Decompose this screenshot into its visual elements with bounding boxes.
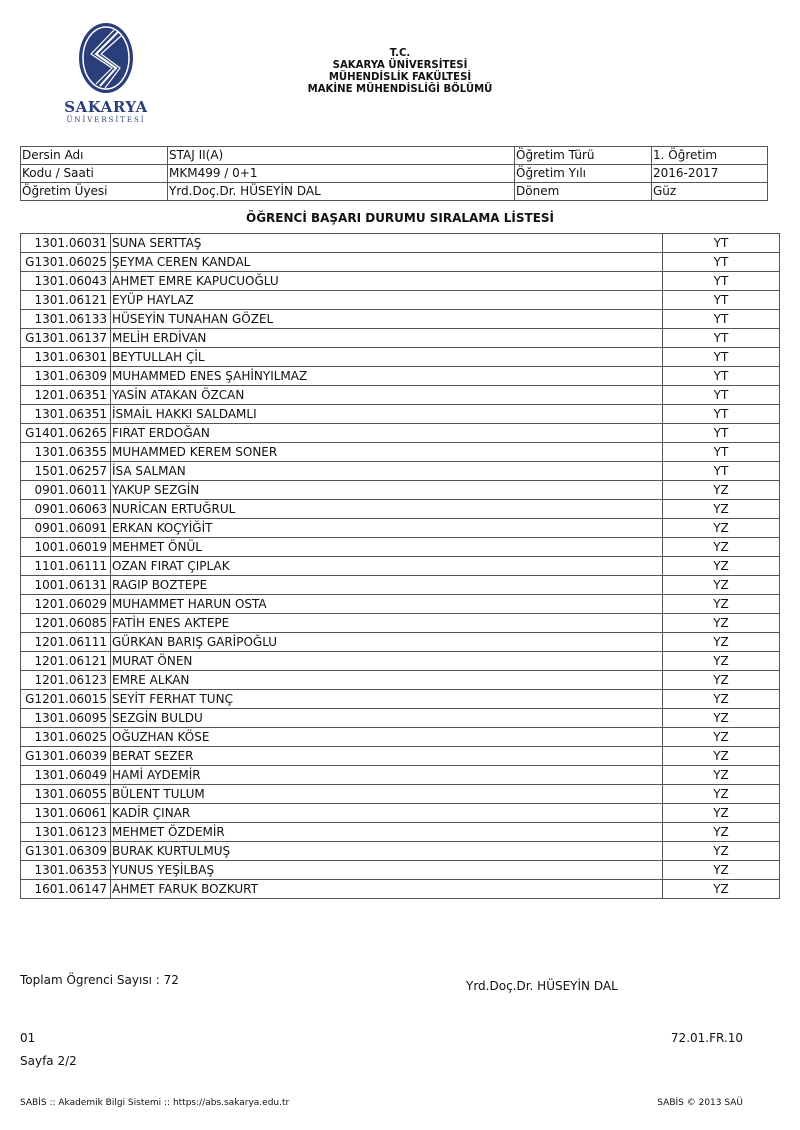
- table-row: [21, 614, 780, 633]
- student-number: G1301.06039: [21, 747, 111, 766]
- student-grade: YZ: [663, 823, 780, 842]
- table-row: [21, 709, 780, 728]
- student-grade: YZ: [663, 557, 780, 576]
- student-name: OZAN FIRAT ÇIPLAK: [111, 557, 663, 576]
- table-row: [21, 842, 780, 861]
- system-info: SABİS :: Akademik Bilgi Sistemi :: https://abs.sakarya.edu.tr: [20, 1098, 290, 1108]
- table-row: [21, 348, 780, 367]
- student-name: NURİCAN ERTUĞRUL: [111, 500, 663, 519]
- table-row: [21, 690, 780, 709]
- student-number: 1301.06025: [21, 728, 111, 747]
- student-grade: YT: [663, 367, 780, 386]
- table-row: [21, 785, 780, 804]
- student-number: 1301.06095: [21, 709, 111, 728]
- student-number: G1201.06015: [21, 690, 111, 709]
- student-grade: YZ: [663, 481, 780, 500]
- student-grade: YT: [663, 291, 780, 310]
- student-grade: YZ: [663, 804, 780, 823]
- info-value: Güz: [652, 183, 768, 201]
- student-number: 1301.06351: [21, 405, 111, 424]
- student-number: G1301.06309: [21, 842, 111, 861]
- table-row: [21, 538, 780, 557]
- student-number: 1201.06351: [21, 386, 111, 405]
- document-header: [200, 47, 600, 95]
- table-row: [21, 234, 780, 253]
- info-label: Öğretim Yılı: [515, 165, 652, 183]
- student-grade: YZ: [663, 538, 780, 557]
- info-label: Kodu / Saati: [21, 165, 168, 183]
- table-row: [21, 291, 780, 310]
- course-info-table: [20, 146, 768, 201]
- student-grade: YZ: [663, 614, 780, 633]
- student-number: 1301.06061: [21, 804, 111, 823]
- student-name: MEHMET ÖZDEMİR: [111, 823, 663, 842]
- student-name: ŞEYMA CEREN KANDAL: [111, 253, 663, 272]
- student-number: 1301.06123: [21, 823, 111, 842]
- table-row: [21, 728, 780, 747]
- info-label: Dersin Adı: [21, 147, 168, 165]
- student-name: AHMET EMRE KAPUCUOĞLU: [111, 272, 663, 291]
- table-row: [21, 329, 780, 348]
- student-grade: YZ: [663, 671, 780, 690]
- student-name: BEYTULLAH ÇİL: [111, 348, 663, 367]
- table-row: [21, 747, 780, 766]
- student-grade: YT: [663, 253, 780, 272]
- student-ranking-table: [20, 233, 780, 899]
- student-grade: YT: [663, 424, 780, 443]
- student-grade: YZ: [663, 519, 780, 538]
- info-label: Dönem: [515, 183, 652, 201]
- student-grade: YZ: [663, 861, 780, 880]
- header-line-department: MAKİNE MÜHENDİSLİĞİ BÖLÜMÜ: [307, 82, 493, 95]
- info-label: Öğretim Üyesi: [21, 183, 168, 201]
- student-grade: YZ: [663, 728, 780, 747]
- table-row: [21, 253, 780, 272]
- table-row: [21, 595, 780, 614]
- student-grade: YT: [663, 234, 780, 253]
- student-name: SUNA SERTTAŞ: [111, 234, 663, 253]
- student-grade: YT: [663, 405, 780, 424]
- page-indicator: Sayfa 2/2: [20, 1054, 77, 1068]
- student-name: BERAT SEZER: [111, 747, 663, 766]
- student-number: 1301.06049: [21, 766, 111, 785]
- logo-subtitle: ÜNİVERSİTESİ: [66, 116, 146, 124]
- student-name: MUHAMMED KEREM SONER: [111, 443, 663, 462]
- total-students: Toplam Ögrenci Sayısı : 72: [20, 973, 179, 987]
- table-row: [21, 272, 780, 291]
- student-number: 1301.06055: [21, 785, 111, 804]
- student-number: 1501.06257: [21, 462, 111, 481]
- student-number: 1301.06031: [21, 234, 111, 253]
- header-line-faculty: MÜHENDİSLİK FAKÜLTESİ: [328, 70, 472, 83]
- info-value: 2016-2017: [652, 165, 768, 183]
- student-grade: YZ: [663, 842, 780, 861]
- table-row: [21, 310, 780, 329]
- student-grade: YZ: [663, 595, 780, 614]
- student-grade: YZ: [663, 576, 780, 595]
- student-name: YUNUS YEŞİLBAŞ: [111, 861, 663, 880]
- table-row: [21, 405, 780, 424]
- student-name: EYÜP HAYLAZ: [111, 291, 663, 310]
- student-number: 1301.06353: [21, 861, 111, 880]
- header-line-university: SAKARYA ÜNİVERSİTESİ: [332, 58, 468, 71]
- logo-name: SAKARYA: [64, 98, 148, 116]
- table-row: [21, 766, 780, 785]
- student-number: G1301.06025: [21, 253, 111, 272]
- student-number: G1401.06265: [21, 424, 111, 443]
- info-row: [21, 165, 768, 183]
- info-value: 1. Öğretim: [652, 147, 768, 165]
- table-row: [21, 576, 780, 595]
- student-name: MURAT ÖNEN: [111, 652, 663, 671]
- info-value: Yrd.Doç.Dr. HÜSEYİN DAL: [168, 183, 515, 201]
- student-name: MELİH ERDİVAN: [111, 329, 663, 348]
- signature-name: Yrd.Doç.Dr. HÜSEYİN DAL: [466, 979, 618, 993]
- student-grade: YT: [663, 462, 780, 481]
- student-number: 1201.06121: [21, 652, 111, 671]
- table-row: [21, 823, 780, 842]
- university-logo: [56, 22, 156, 128]
- student-name: GÜRKAN BARIŞ GARİPOĞLU: [111, 633, 663, 652]
- info-value: STAJ II(A): [168, 147, 515, 165]
- student-number: 1201.06111: [21, 633, 111, 652]
- info-value: MKM499 / 0+1: [168, 165, 515, 183]
- student-name: SEYİT FERHAT TUNÇ: [111, 690, 663, 709]
- student-number: 1201.06029: [21, 595, 111, 614]
- table-row: [21, 519, 780, 538]
- student-number: 0901.06011: [21, 481, 111, 500]
- student-number: 1301.06355: [21, 443, 111, 462]
- student-number: 1001.06019: [21, 538, 111, 557]
- student-number: 1101.06111: [21, 557, 111, 576]
- student-number: 1301.06133: [21, 310, 111, 329]
- table-row: [21, 557, 780, 576]
- student-grade: YT: [663, 329, 780, 348]
- table-row: [21, 804, 780, 823]
- student-grade: YZ: [663, 690, 780, 709]
- list-title: ÖĞRENCİ BAŞARI DURUMU SIRALAMA LİSTESİ: [246, 211, 554, 225]
- table-row: [21, 671, 780, 690]
- student-name: FIRAT ERDOĞAN: [111, 424, 663, 443]
- table-row: [21, 367, 780, 386]
- student-name: SEZGİN BULDU: [111, 709, 663, 728]
- student-name: FATİH ENES AKTEPE: [111, 614, 663, 633]
- student-name: BURAK KURTULMUŞ: [111, 842, 663, 861]
- table-row: [21, 386, 780, 405]
- student-number: 1001.06131: [21, 576, 111, 595]
- student-name: EMRE ALKAN: [111, 671, 663, 690]
- info-label: Öğretim Türü: [515, 147, 652, 165]
- student-grade: YZ: [663, 747, 780, 766]
- student-grade: YT: [663, 272, 780, 291]
- student-name: MEHMET ÖNÜL: [111, 538, 663, 557]
- student-name: YASİN ATAKAN ÖZCAN: [111, 386, 663, 405]
- student-number: 1301.06309: [21, 367, 111, 386]
- form-code: 72.01.FR.10: [670, 1031, 743, 1045]
- student-name: YAKUP SEZGİN: [111, 481, 663, 500]
- info-row: [21, 147, 768, 165]
- student-name: RAGIP BOZTEPE: [111, 576, 663, 595]
- student-grade: YT: [663, 443, 780, 462]
- student-name: AHMET FARUK BOZKURT: [111, 880, 663, 899]
- student-name: KADİR ÇINAR: [111, 804, 663, 823]
- student-number: 0901.06091: [21, 519, 111, 538]
- table-row: [21, 633, 780, 652]
- student-name: OĞUZHAN KÖSE: [111, 728, 663, 747]
- student-grade: YZ: [663, 880, 780, 899]
- student-number: 1301.06043: [21, 272, 111, 291]
- student-name: ERKAN KOÇYİĞİT: [111, 519, 663, 538]
- student-number: 1301.06301: [21, 348, 111, 367]
- table-row: [21, 861, 780, 880]
- table-row: [21, 424, 780, 443]
- student-name: HAMİ AYDEMİR: [111, 766, 663, 785]
- student-grade: YZ: [663, 709, 780, 728]
- student-grade: YT: [663, 386, 780, 405]
- student-name: İSMAİL HAKKI SALDAMLI: [111, 405, 663, 424]
- student-number: 1201.06085: [21, 614, 111, 633]
- student-name: İSA SALMAN: [111, 462, 663, 481]
- student-grade: YT: [663, 310, 780, 329]
- student-grade: YT: [663, 348, 780, 367]
- table-row: [21, 500, 780, 519]
- student-number: G1301.06137: [21, 329, 111, 348]
- student-grade: YZ: [663, 766, 780, 785]
- student-grade: YZ: [663, 785, 780, 804]
- student-number: 1601.06147: [21, 880, 111, 899]
- sakarya-emblem-icon: [56, 22, 156, 98]
- student-grade: YZ: [663, 633, 780, 652]
- table-row: [21, 880, 780, 899]
- student-number: 0901.06063: [21, 500, 111, 519]
- student-name: HÜSEYİN TUNAHAN GÖZEL: [111, 310, 663, 329]
- document-code-left: 01: [20, 1031, 36, 1045]
- table-row: [21, 652, 780, 671]
- info-row: [21, 183, 768, 201]
- student-name: MUHAMMET HARUN OSTA: [111, 595, 663, 614]
- student-number: 1201.06123: [21, 671, 111, 690]
- table-row: [21, 481, 780, 500]
- student-name: BÜLENT TULUM: [111, 785, 663, 804]
- table-row: [21, 443, 780, 462]
- student-grade: YZ: [663, 652, 780, 671]
- student-grade: YZ: [663, 500, 780, 519]
- student-name: MUHAMMED ENES ŞAHİNYILMAZ: [111, 367, 663, 386]
- student-number: 1301.06121: [21, 291, 111, 310]
- table-row: [21, 462, 780, 481]
- copyright: SABİS © 2013 SAÜ: [657, 1098, 743, 1108]
- header-line-tc: T.C.: [389, 46, 411, 59]
